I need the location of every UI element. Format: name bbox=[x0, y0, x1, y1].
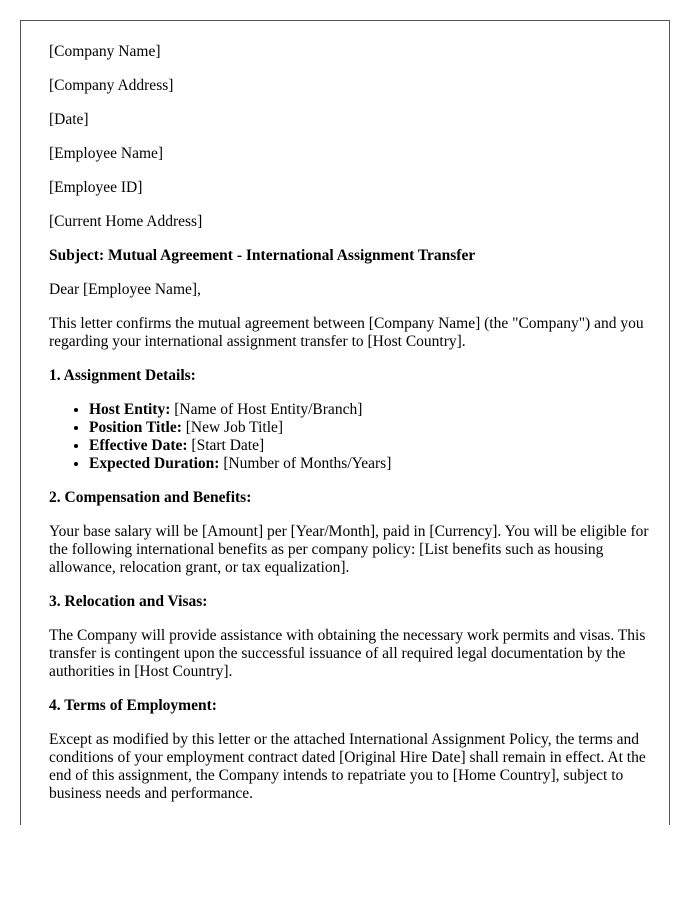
compensation-paragraph: Your base salary will be [Amount] per [Year/Month], paid in [Currency]. You will be eligible for the following international benefits as per company policy: [List benefits such as housing allowance, relocation grant, or tax equalization]. bbox=[49, 523, 649, 576]
list-item bbox=[89, 455, 649, 473]
company-name: [Company Name] bbox=[49, 43, 161, 60]
subject-line: Subject: Mutual Agreement - International Assignment Transfer bbox=[49, 247, 476, 264]
company-address: [Company Address] bbox=[49, 77, 174, 94]
terms-paragraph: Except as modified by this letter or the attached International Assignment Policy, the terms and conditions of your employment contract dated [Original Hire Date] shall remain in effect. At the end of this assignment, the Company intends to repatriate you to [Home Country], subject to business needs and performance. bbox=[49, 731, 646, 802]
item-value: [Start Date] bbox=[187, 437, 265, 454]
list-item bbox=[89, 419, 649, 437]
salutation: Dear [Employee Name], bbox=[49, 281, 201, 298]
relocation-heading: 3. Relocation and Visas: bbox=[49, 593, 208, 610]
letter-page bbox=[20, 20, 670, 825]
employee-id: [Employee ID] bbox=[49, 179, 143, 196]
employee-name: [Employee Name] bbox=[49, 145, 164, 162]
item-value: [Number of Months/Years] bbox=[219, 455, 392, 472]
item-label: Host Entity: bbox=[89, 401, 171, 418]
assignment-list bbox=[49, 401, 649, 473]
item-value: [Name of Host Entity/Branch] bbox=[170, 401, 363, 418]
letter-date: [Date] bbox=[49, 111, 89, 128]
terms-heading: 4. Terms of Employment: bbox=[49, 697, 217, 714]
item-label: Position Title: bbox=[89, 419, 182, 436]
assignment-heading: 1. Assignment Details: bbox=[49, 367, 196, 384]
item-label: Effective Date: bbox=[89, 437, 188, 454]
relocation-paragraph: The Company will provide assistance with obtaining the necessary work permits and visas. This transfer is contingent upon the successful issuance of all required legal documentation by the authorities in [Host Country]. bbox=[49, 627, 646, 680]
intro-paragraph: This letter confirms the mutual agreement between [Company Name] (the "Company") and you regarding your international assignment transfer to [Host Country]. bbox=[49, 315, 644, 350]
list-item bbox=[89, 401, 649, 419]
list-item bbox=[89, 437, 649, 455]
home-address: [Current Home Address] bbox=[49, 213, 203, 230]
item-label: Expected Duration: bbox=[89, 455, 220, 472]
item-value: [New Job Title] bbox=[181, 419, 284, 436]
compensation-heading: 2. Compensation and Benefits: bbox=[49, 489, 252, 506]
